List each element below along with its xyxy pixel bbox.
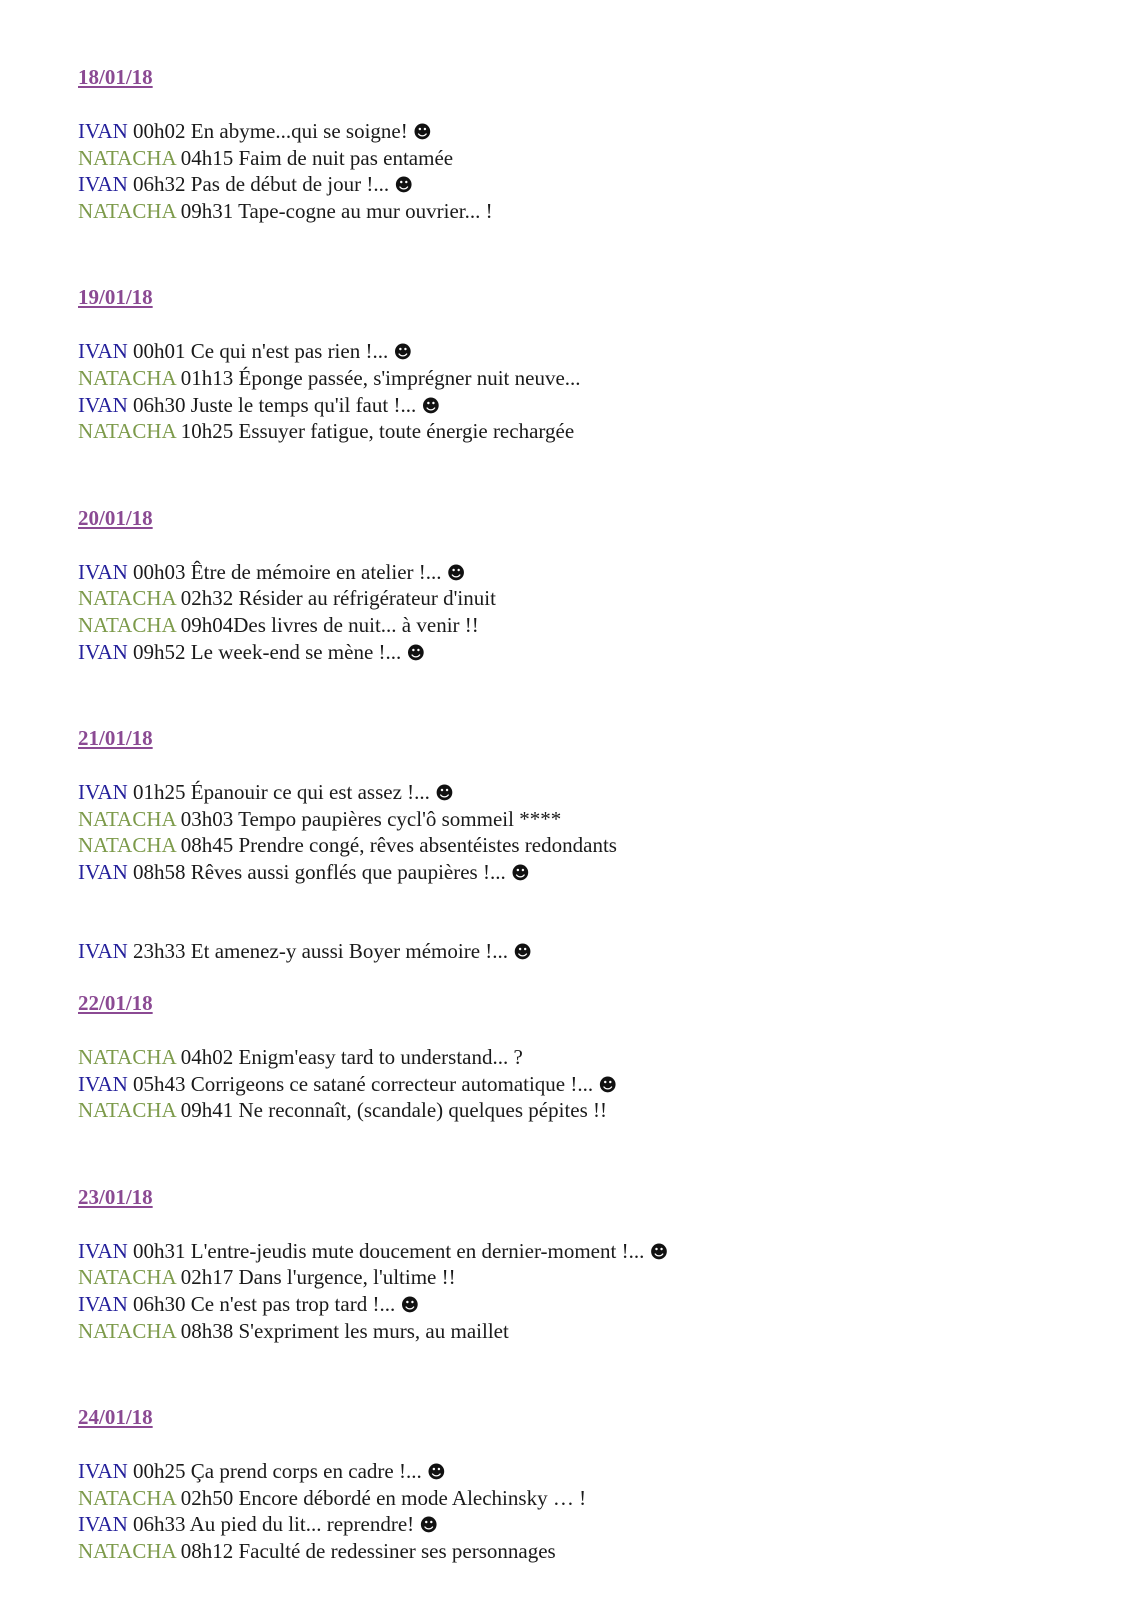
log-entry — [78, 338, 1078, 365]
log-entry — [78, 832, 1078, 859]
author-name: IVAN — [78, 339, 128, 364]
author-name: NATACHA — [78, 833, 176, 858]
author-name: IVAN — [78, 172, 128, 197]
log-entry — [78, 1238, 1078, 1265]
entry-time: 01h13 — [180, 365, 234, 390]
entry-message: Encore débordé en mode Alechinsky … ! — [238, 1485, 587, 1510]
entry-time: 09h04 — [180, 612, 234, 637]
entry-message: Des livres de nuit... à venir !! — [233, 612, 479, 637]
smiley-icon: ☻ — [649, 1241, 669, 1263]
entry-message: Ce n'est pas trop tard !... — [190, 1292, 396, 1317]
log-entry — [78, 859, 1078, 886]
entry-message: S'expriment les murs, au maillet — [238, 1318, 509, 1343]
entry-message: Tape-cogne au mur ouvrier... ! — [238, 198, 493, 223]
log-entry — [78, 365, 1078, 392]
author-name: NATACHA — [78, 365, 176, 390]
day-date-heading: 24/01/18 — [78, 1405, 153, 1430]
entry-message: Enigm'easy tard to understand... ? — [238, 1045, 523, 1070]
log-entry — [78, 145, 1078, 172]
smiley-icon: ☻ — [510, 862, 530, 884]
log-entry — [78, 806, 1078, 833]
entry-time: 08h58 — [133, 859, 186, 884]
log-entry — [78, 392, 1078, 419]
entry-time: 09h41 — [180, 1098, 234, 1123]
log-entry — [78, 1044, 1078, 1071]
log-entry — [78, 938, 1078, 965]
log-entry — [78, 1071, 1078, 1098]
entry-message: Éponge passée, s'imprégner nuit neuve... — [238, 365, 581, 390]
log-entry — [78, 198, 1078, 225]
smiley-icon: ☻ — [421, 395, 441, 417]
entry-message: Faculté de redessiner ses personnages — [238, 1539, 556, 1564]
entry-time: 05h43 — [133, 1071, 186, 1096]
entry-time: 03h03 — [180, 806, 234, 831]
log-entry — [78, 1097, 1078, 1124]
day-section — [78, 284, 1078, 504]
author-name: IVAN — [78, 559, 128, 584]
entry-time: 00h25 — [133, 1459, 186, 1484]
author-name: NATACHA — [78, 586, 176, 611]
entry-time: 06h30 — [133, 392, 186, 417]
log-entry — [78, 1291, 1078, 1318]
day-date-heading: 23/01/18 — [78, 1184, 153, 1209]
author-name: IVAN — [78, 1512, 128, 1537]
smiley-icon: ☻ — [435, 783, 454, 805]
author-name: IVAN — [78, 119, 128, 143]
entry-time: 00h31 — [133, 1238, 186, 1263]
day-section — [78, 1184, 1078, 1404]
entry-message: Ça prend corps en cadre !... — [190, 1459, 422, 1484]
entry-message: Juste le temps qu'il faut !... — [190, 392, 417, 417]
entry-time: 08h45 — [180, 833, 234, 858]
entry-message: Le week-end se mène !... — [190, 639, 402, 664]
author-name: IVAN — [78, 392, 128, 417]
entry-time: 23h33 — [133, 938, 186, 963]
log-entry — [78, 559, 1078, 586]
log-entry — [78, 612, 1078, 639]
smiley-icon: ☻ — [513, 941, 533, 963]
smiley-icon: ☻ — [406, 642, 426, 664]
entry-message: Essuyer fatigue, toute énergie rechargée — [238, 419, 575, 444]
author-name: IVAN — [78, 639, 128, 664]
log-entry — [78, 418, 1078, 445]
log-entry — [78, 118, 1078, 145]
day-section — [78, 505, 1078, 725]
author-name: NATACHA — [78, 1098, 176, 1123]
day-date-heading: 20/01/18 — [78, 505, 153, 530]
author-name: IVAN — [78, 1292, 128, 1317]
entry-message: L'entre-jeudis mute doucement en dernier-moment !... — [190, 1238, 645, 1263]
day-section — [78, 64, 1078, 284]
log-entry — [78, 1458, 1078, 1485]
entry-message: Tempo paupières cycl'ô sommeil **** — [238, 806, 562, 831]
day-section — [78, 990, 1078, 1184]
day-date-heading: 19/01/18 — [78, 285, 153, 310]
entry-time: 04h15 — [180, 145, 234, 170]
log-entry — [78, 779, 1078, 806]
author-name: NATACHA — [78, 1265, 176, 1290]
entry-time: 00h03 — [133, 559, 186, 584]
author-name: IVAN — [78, 1071, 128, 1096]
entry-message: Corrigeons ce satané correcteur automatique !... — [190, 1071, 594, 1096]
smiley-icon: ☻ — [446, 562, 466, 584]
author-name: NATACHA — [78, 419, 176, 444]
entry-message: Au pied du lit... reprendre! — [189, 1512, 415, 1537]
entry-time: 09h52 — [133, 639, 186, 664]
day-date-heading: 18/01/18 — [78, 65, 153, 89]
author-name: IVAN — [78, 1238, 128, 1263]
entry-time: 00h01 — [133, 339, 186, 364]
author-name: IVAN — [78, 780, 128, 805]
log-entry — [78, 1538, 1078, 1565]
smiley-icon: ☻ — [419, 1515, 439, 1537]
author-name: NATACHA — [78, 1485, 176, 1510]
smiley-icon: ☻ — [426, 1462, 446, 1484]
entry-time: 06h30 — [133, 1292, 186, 1317]
author-name: IVAN — [78, 938, 128, 963]
entry-time: 04h02 — [180, 1045, 234, 1070]
entry-time: 08h38 — [180, 1318, 234, 1343]
entry-time: 06h32 — [133, 172, 186, 197]
log-entry — [78, 1485, 1078, 1512]
day-section — [78, 1404, 1078, 1564]
entry-time: 02h32 — [180, 586, 234, 611]
entry-message: Ce qui n'est pas rien !... — [190, 339, 389, 364]
author-name: NATACHA — [78, 612, 176, 637]
author-name: NATACHA — [78, 145, 176, 170]
entry-message: Être de mémoire en atelier !... — [190, 559, 442, 584]
author-name: NATACHA — [78, 1318, 176, 1343]
entry-message: En abyme...qui se soigne! — [190, 119, 408, 143]
entry-message: Pas de début de jour !... — [190, 172, 390, 197]
entry-message: Dans l'urgence, l'ultime !! — [238, 1265, 456, 1290]
entry-time: 08h12 — [180, 1539, 234, 1564]
entry-time: 01h25 — [133, 780, 186, 805]
log-entry — [78, 1264, 1078, 1291]
author-name: NATACHA — [78, 1045, 176, 1070]
entry-message: Résider au réfrigérateur d'inuit — [238, 586, 496, 611]
smiley-icon: ☻ — [393, 342, 413, 364]
entry-message: Faim de nuit pas entamée — [238, 145, 454, 170]
entry-message: Ne reconnaît, (scandale) quelques pépites !! — [238, 1098, 608, 1123]
entry-message: Épanouir ce qui est assez !... — [190, 780, 430, 805]
day-section — [78, 725, 1078, 990]
log-entry — [78, 1318, 1078, 1345]
author-name: NATACHA — [78, 806, 176, 831]
author-name: NATACHA — [78, 1539, 176, 1564]
day-date-heading: 22/01/18 — [78, 991, 153, 1016]
entry-time: 06h33 — [133, 1512, 186, 1537]
entry-message: Prendre congé, rêves absentéistes redondants — [238, 833, 617, 858]
log-entry — [78, 639, 1078, 666]
author-name: IVAN — [78, 859, 128, 884]
log-entry — [78, 585, 1078, 612]
log-entry — [78, 171, 1078, 198]
entry-time: 02h17 — [180, 1265, 234, 1290]
smiley-icon: ☻ — [598, 1074, 618, 1096]
entry-message: Et amenez-y aussi Boyer mémoire !... — [190, 938, 509, 963]
entry-message: Rêves aussi gonflés que paupières !... — [190, 859, 506, 884]
smiley-icon: ☻ — [400, 1295, 420, 1317]
entry-time: 02h50 — [180, 1485, 234, 1510]
smiley-icon: ☻ — [394, 175, 414, 197]
log-entry — [78, 1511, 1078, 1538]
entry-time: 10h25 — [180, 419, 234, 444]
author-name: NATACHA — [78, 198, 176, 223]
smiley-icon: ☻ — [413, 122, 432, 143]
entry-time: 09h31 — [180, 198, 234, 223]
entry-time: 00h02 — [133, 119, 186, 143]
journal-document — [78, 64, 1078, 1565]
author-name: IVAN — [78, 1459, 128, 1484]
day-date-heading: 21/01/18 — [78, 726, 153, 751]
